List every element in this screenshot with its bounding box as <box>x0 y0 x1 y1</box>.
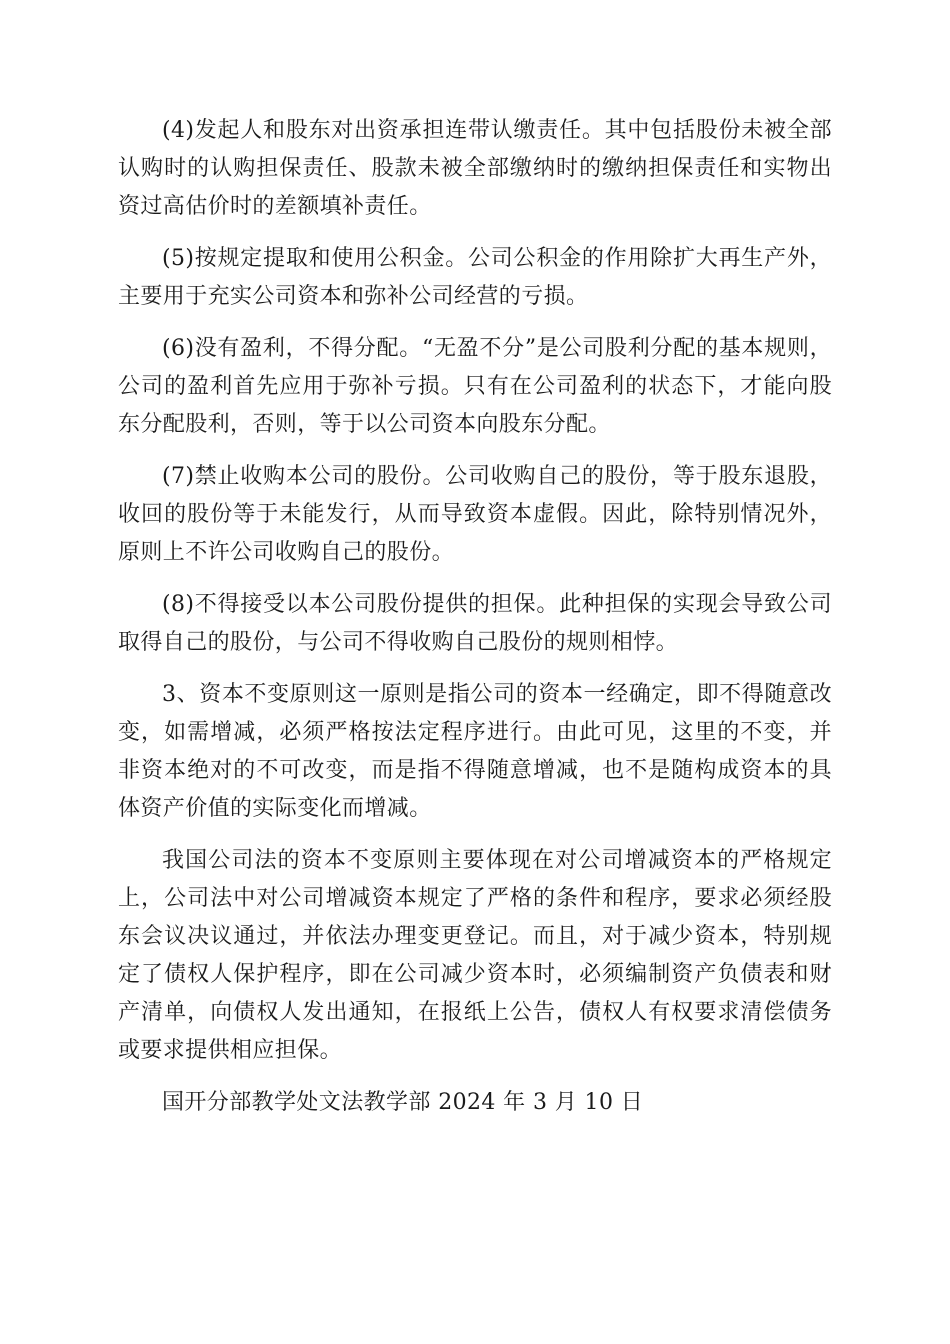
paragraph-item-6: (6)没有盈利，不得分配。“无盈不分”是公司股利分配的基本规则，公司的盈利首先应用于弥补亏损。只有在公司盈利的状态下，才能向股东分配股利，否则，等于以公司资本向股东分配。 <box>118 336 832 437</box>
paragraph-capital-principle: 3、资本不变原则这一原则是指公司的资本一经确定，即不得随意改变，如需增减，必须严格按法定程序进行。由此可见，这里的不变，并非资本绝对的不可改变，而是指不得随意增减，也不是随构成资本的具体资产价值的实际变化而增减。 <box>118 682 832 821</box>
paragraph-company-law: 我国公司法的资本不变原则主要体现在对公司增减资本的严格规定上，公司法中对公司增减资本规定了严格的条件和程序，要求必须经股东会议决议通过，并依法办理变更登记。而且，对于减少资本，特别规定了债权人保护程序，即在公司减少资本时，必须编制资产负债表和财产清单，向债权人发出通知，在报纸上公告，债权人有权要求清偿债务或要求提供相应担保。 <box>118 848 832 1063</box>
signature-line: 国开分部教学处文法教学部 2024 年 3 月 10 日 <box>162 1090 644 1115</box>
document-body <box>118 112 832 1136</box>
paragraph-item-7: (7)禁止收购本公司的股份。公司收购自己的股份，等于股东退股，收回的股份等于未能发行，从而导致资本虚假。因此，除特别情况外，原则上不许公司收购自己的股份。 <box>118 464 832 565</box>
paragraph-item-8: (8)不得接受以本公司股份提供的担保。此种担保的实现会导致公司取得自己的股份，与公司不得收购自己股份的规则相悖。 <box>118 592 832 655</box>
paragraph-item-5: (5)按规定提取和使用公积金。公司公积金的作用除扩大再生产外，主要用于充实公司资本和弥补公司经营的亏损。 <box>118 246 832 309</box>
paragraph-item-4: (4)发起人和股东对出资承担连带认缴责任。其中包括股份未被全部认购时的认购担保责任、股款未被全部缴纳时的缴纳担保责任和实物出资过高估价时的差额填补责任。 <box>118 118 832 219</box>
